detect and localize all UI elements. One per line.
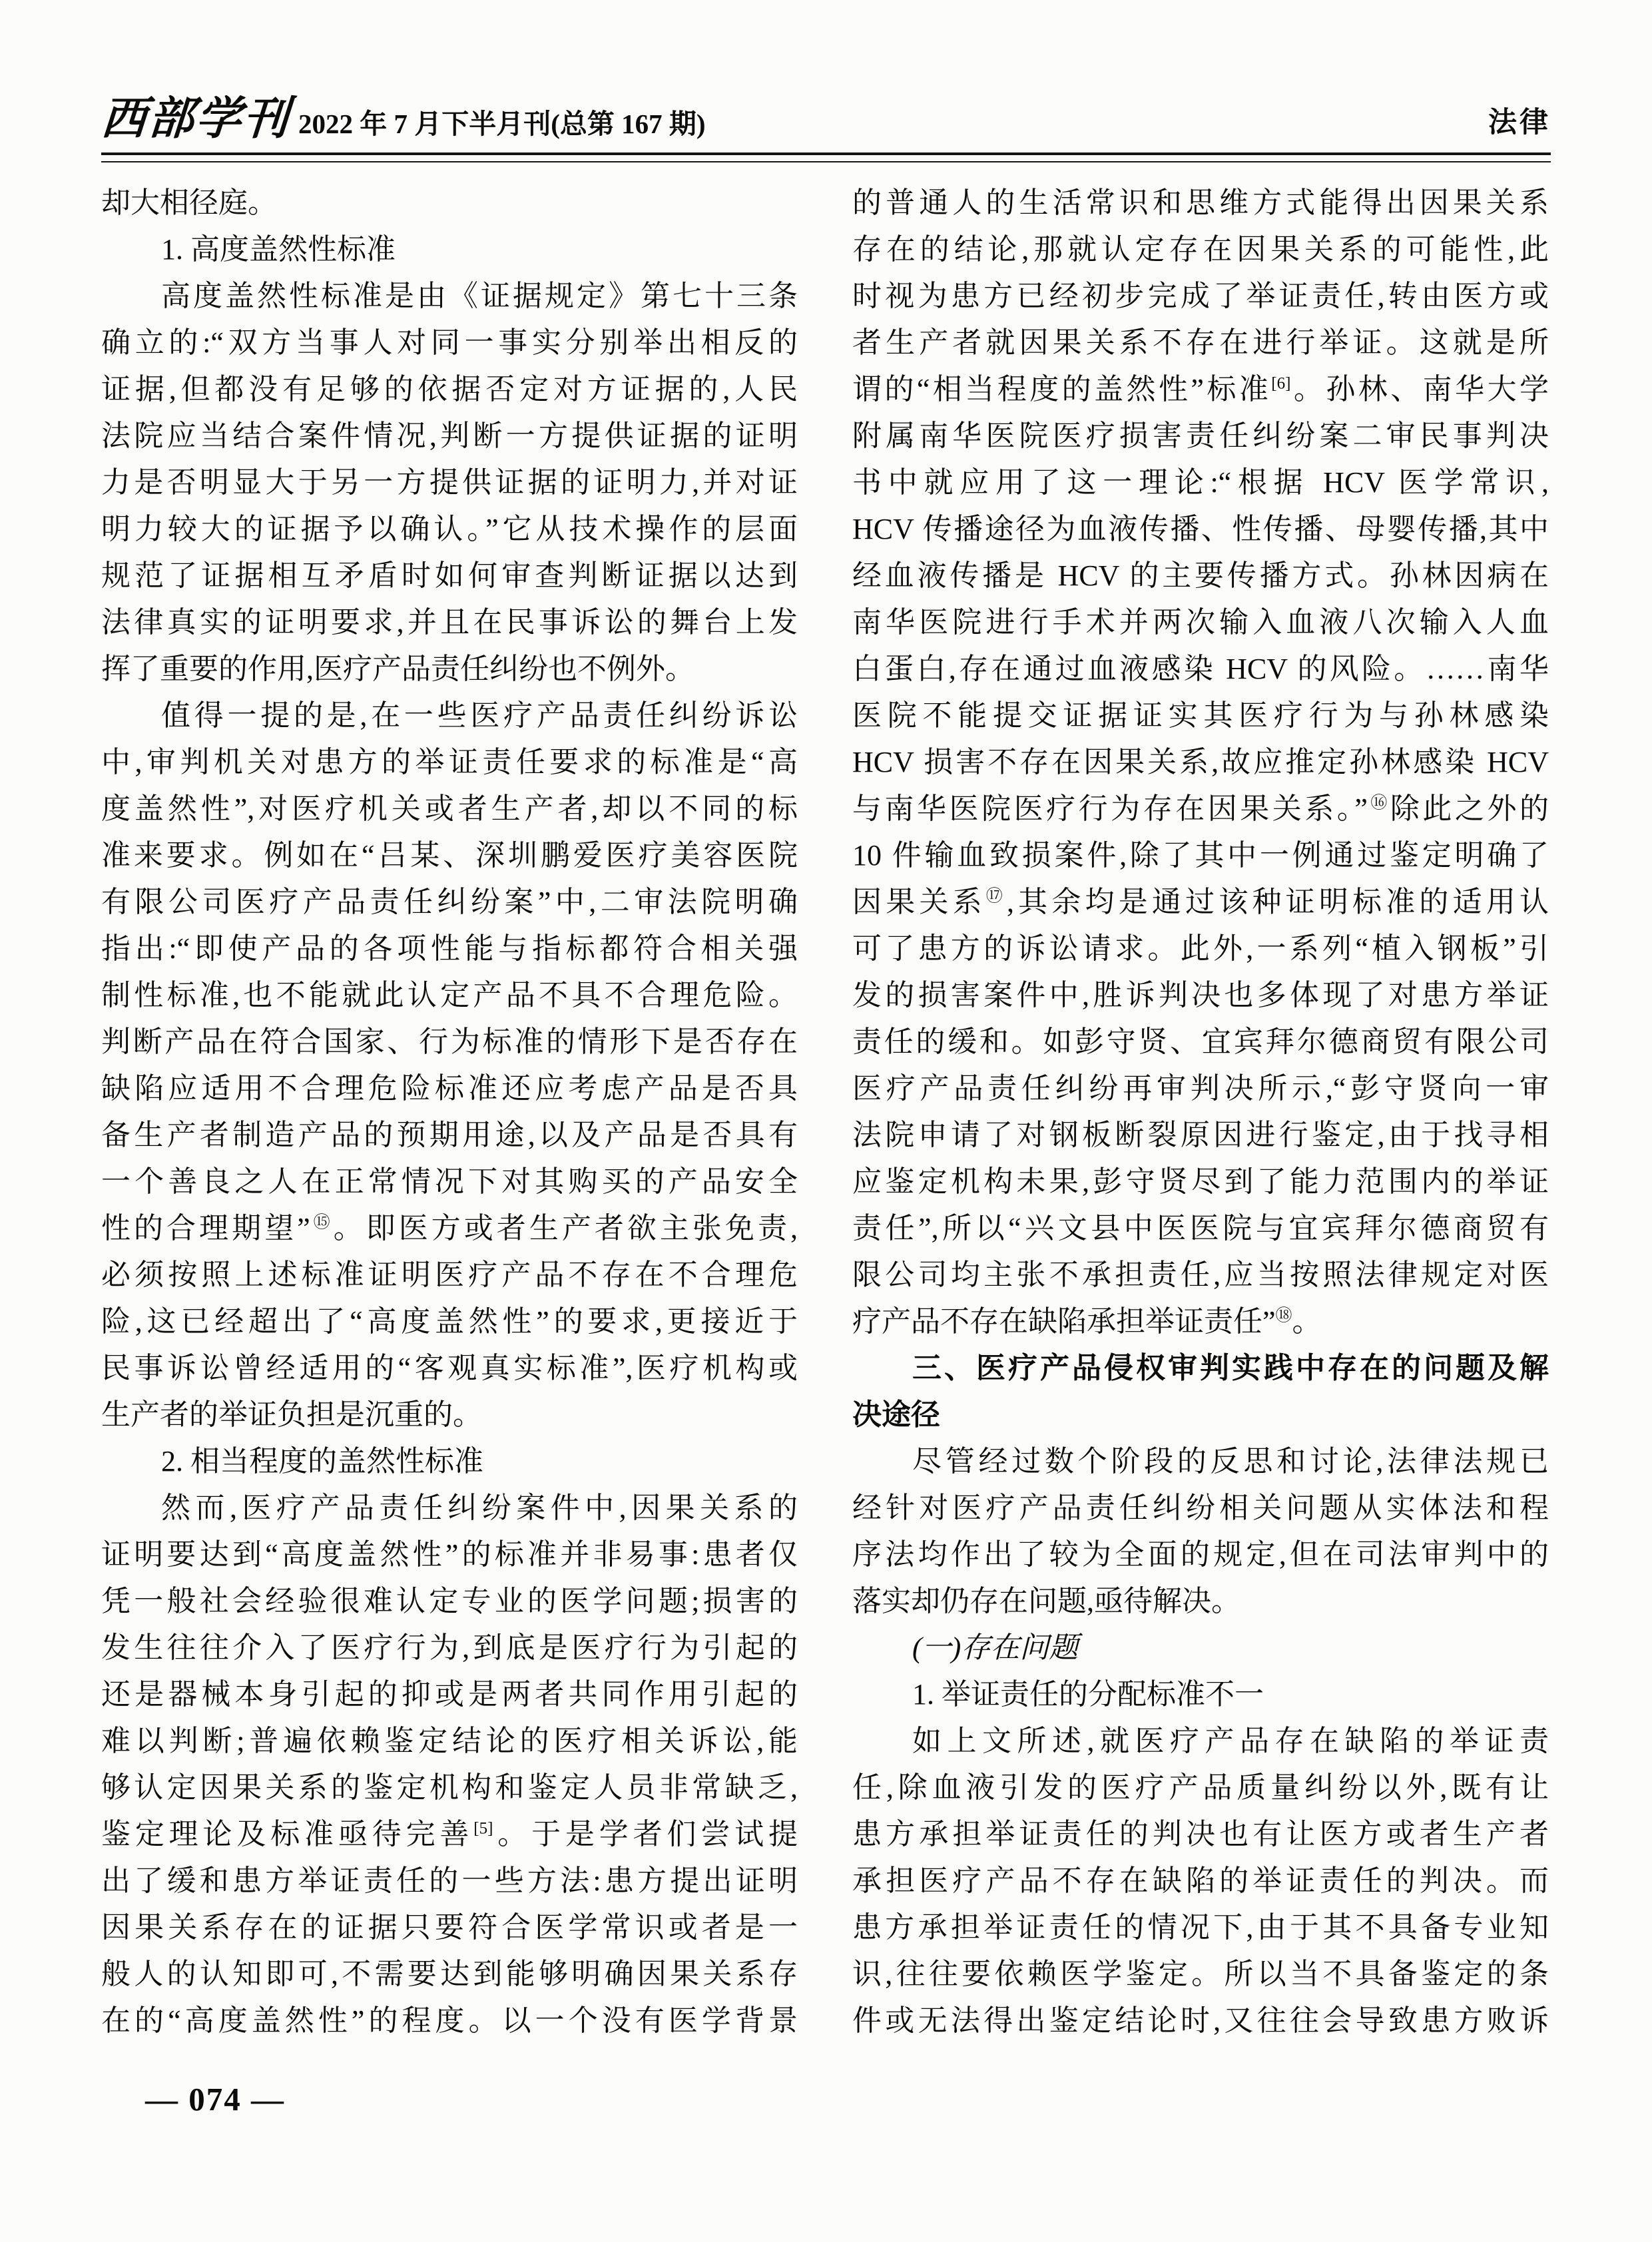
text-line: 证据,但都没有足够的依据否定对方证据的,人民 [101,372,798,406]
text-line: 谓的“相当程度的盖然性”标准[6]。孙林、南华大学 [852,372,1549,406]
text-line: 应鉴定机构未果,彭守贤尽到了能力范围内的举证 [852,1165,1549,1198]
text-line: 法院应当结合案件情况,判断一方提供证据的证明 [101,419,798,452]
text-line: 存在的结论,那就认定存在因果关系的可能性,此 [852,232,1549,266]
header-rule [101,152,1551,162]
text-line: 发生往往介入了医疗行为,到底是医疗行为引起的 [101,1631,798,1664]
footnote-ref: ⑱ [1275,1306,1292,1324]
text-line: 凭一般社会经验很难认定专业的医学问题;损害的 [101,1584,798,1617]
text-line: 患方承担举证责任的判决也有让医方或者生产者 [852,1817,1549,1850]
text-line: 明力较大的证据予以确认。”它从技术操作的层面 [101,512,798,545]
text-line: 规范了证据相互矛盾时如何审查判断证据以达到 [101,559,798,592]
text-line: 尽管经过数个阶段的反思和讨论,法律法规已 [912,1444,1549,1478]
issue-info: 2022 年 7 月下半月刊(总第 167 期) [298,109,706,140]
text-line: 备生产者制造产品的预期用途,以及产品是否具有 [101,1118,798,1151]
left-column [101,180,798,2044]
text-line: 疗产品不存在缺陷承担举证责任”⑱。 [852,1304,1322,1338]
text-line: 序法均作出了较为全面的规定,但在司法审判中的 [852,1538,1549,1571]
journal-logo: 西部学刊 [99,93,292,144]
text-line: 还是器械本身引起的抑或是两者共同作用引起的 [101,1677,798,1711]
right-column [852,180,1549,2044]
text-line: 有限公司医疗产品责任纠纷案”中,二审法院明确 [101,885,798,918]
text-line: 出了缓和患方举证责任的一些方法:患方提出证明 [101,1864,798,1897]
text-line: 证明要达到“高度盖然性”的标准并非易事:患者仅 [101,1538,798,1571]
text-line: 鉴定理论及标准亟待完善[5]。于是学者们尝试提 [101,1817,798,1850]
text-line: 落实却仍存在问题,亟待解决。 [852,1584,1240,1617]
text-line: 经血液传播是 HCV 的主要传播方式。孙林因病在 [852,559,1549,592]
text-line: 准来要求。例如在“吕某、深圳鹏爱医疗美容医院 [101,838,798,872]
text-line: 一个善良之人在正常情况下对其购买的产品安全 [101,1165,798,1198]
text-line: HCV 损害不存在因果关系,故应推定孙林感染 HCV [852,745,1549,778]
text-line: 法院申请了对钢板断裂原因进行鉴定,由于找寻相 [852,1118,1549,1151]
text-line: 10 件输血致损案件,除了其中一例通过鉴定明确了 [852,838,1549,872]
text-line: 够认定因果关系的鉴定机构和鉴定人员非常缺乏, [101,1771,798,1804]
text-line: 限公司均主张不承担责任,应当按照法律规定对医 [852,1258,1549,1291]
text-line: 必须按照上述标准证明医疗产品不存在不合理危 [101,1258,798,1291]
text-line: 1. 高度盖然性标准 [161,232,396,266]
text-line: 般人的认知即可,不需要达到能够明确因果关系存 [101,1957,798,1990]
text-line: 可了患方的诉讼请求。此外,一系列“植入钢板”引 [852,932,1549,965]
text-line: 识,往往要依赖医学鉴定。所以当不具备鉴定的条 [852,1957,1549,1990]
text-line: 中,审判机关对患方的举证责任要求的标准是“高 [101,745,798,778]
text-line: 性的合理期望”⑮。即医方或者生产者欲主张免责, [101,1211,798,1245]
text-line: 高度盖然性标准是由《证据规定》第七十三条 [161,279,798,312]
text-line: 然而,医疗产品责任纠纷案件中,因果关系的 [161,1491,798,1524]
text-line: 医院不能提交证据证实其医疗行为与孙林感染 [852,699,1549,732]
page-number: — 074 — [145,2080,285,2117]
footnote-ref: [5] [473,1819,493,1837]
text-line: 值得一提的是,在一些医疗产品责任纠纷诉讼 [161,699,798,732]
text-line: 时视为患方已经初步完成了举证责任,转由医方或 [852,279,1549,312]
text-line: 1. 举证责任的分配标准不一 [912,1677,1264,1711]
text-line: 件或无法得出鉴定结论时,又往往会导致患方败诉 [852,2004,1549,2037]
footnote-ref: ⑰ [985,886,1007,905]
text-line: 附属南华医院医疗损害责任纠纷案二审民事判决 [852,419,1549,452]
text-line: 的普通人的生活常识和思维方式能得出因果关系 [852,186,1549,219]
text-line: 与南华医院医疗行为存在因果关系。”⑯除此之外的 [852,792,1549,825]
text-line: 决途径 [852,1398,940,1431]
text-line: 生产者的举证负担是沉重的。 [101,1398,482,1431]
text-line: HCV 传播途径为血液传播、性传播、母婴传播,其中 [852,512,1549,545]
text-line: 制性标准,也不能就此认定产品不具不合理危险。 [101,978,798,1011]
text-line: 责任的缓和。如彭守贤、宜宾拜尔德商贸有限公司 [852,1025,1549,1058]
text-line: 白蛋白,存在通过血液感染 HCV 的风险。……南华 [852,652,1549,685]
text-line: 南华医院进行手术并两次输入血液八次输入人血 [852,605,1549,639]
footnote-ref: [6] [1271,374,1291,392]
text-line: (一)存在问题 [912,1631,1079,1664]
text-line: 经针对医疗产品责任纠纷相关问题从实体法和程 [852,1491,1549,1524]
text-line: 难以判断;普遍依赖鉴定结论的医疗相关诉讼,能 [101,1724,798,1757]
text-line: 却大相径庭。 [101,186,277,219]
text-line: 如上文所述,就医疗产品存在缺陷的举证责 [912,1724,1549,1757]
text-line: 医疗产品责任纠纷再审判决所示,“彭守贤向一审 [852,1071,1549,1105]
text-line: 承担医疗产品不存在缺陷的举证责任的判决。而 [852,1864,1549,1897]
text-line: 指出:“即使产品的各项性能与指标都符合相关强 [101,932,798,965]
text-line: 确立的:“双方当事人对同一事实分别举出相反的 [101,326,798,359]
footnote-ref: ⑮ [310,1213,334,1231]
text-line: 因果关系存在的证据只要符合医学常识或者是一 [101,1910,798,1944]
text-line: 责任”,所以“兴文县中医医院与宜宾拜尔德商贸有 [852,1211,1549,1245]
text-line: 挥了重要的作用,医疗产品责任纠纷也不例外。 [101,652,694,685]
text-line: 度盖然性”,对医疗机关或者生产者,却以不同的标 [101,792,798,825]
text-line: 者生产者就因果关系不存在进行举证。这就是所 [852,326,1549,359]
footnote-ref: ⑯ [1367,793,1390,812]
text-line: 因果关系⑰,其余均是通过该种证明标准的适用认 [852,885,1549,918]
text-line: 三、医疗产品侵权审判实践中存在的问题及解 [912,1351,1549,1384]
text-line: 2. 相当程度的盖然性标准 [161,1444,483,1478]
text-line: 书中就应用了这一理论:“根据 HCV 医学常识, [852,465,1549,499]
text-line: 判断产品在符合国家、行为标准的情形下是否存在 [101,1025,798,1058]
page-footer [101,2080,1551,2118]
section-label: 法律 [1488,107,1551,139]
text-line: 任,除血液引发的医疗产品质量纠纷以外,既有让 [852,1771,1549,1804]
text-line: 缺陷应适用不合理危险标准还应考虑产品是否具 [101,1071,798,1105]
journal-brand [99,93,706,144]
text-line: 发的损害案件中,胜诉判决也多体现了对患方举证 [852,978,1549,1011]
page-header [99,93,1551,144]
text-line: 力是否明显大于另一方提供证据的证明力,并对证 [101,465,798,499]
text-line: 在的“高度盖然性”的程度。以一个没有医学背景 [101,2004,798,2037]
text-line: 患方承担举证责任的情况下,由于其不具备专业知 [852,1910,1549,1944]
text-line: 法律真实的证明要求,并且在民事诉讼的舞台上发 [101,605,798,639]
text-line: 民事诉讼曾经适用的“客观真实标准”,医疗机构或 [101,1351,798,1384]
text-line: 险,这已经超出了“高度盖然性”的要求,更接近于 [101,1304,798,1338]
article-body [101,180,1551,2044]
